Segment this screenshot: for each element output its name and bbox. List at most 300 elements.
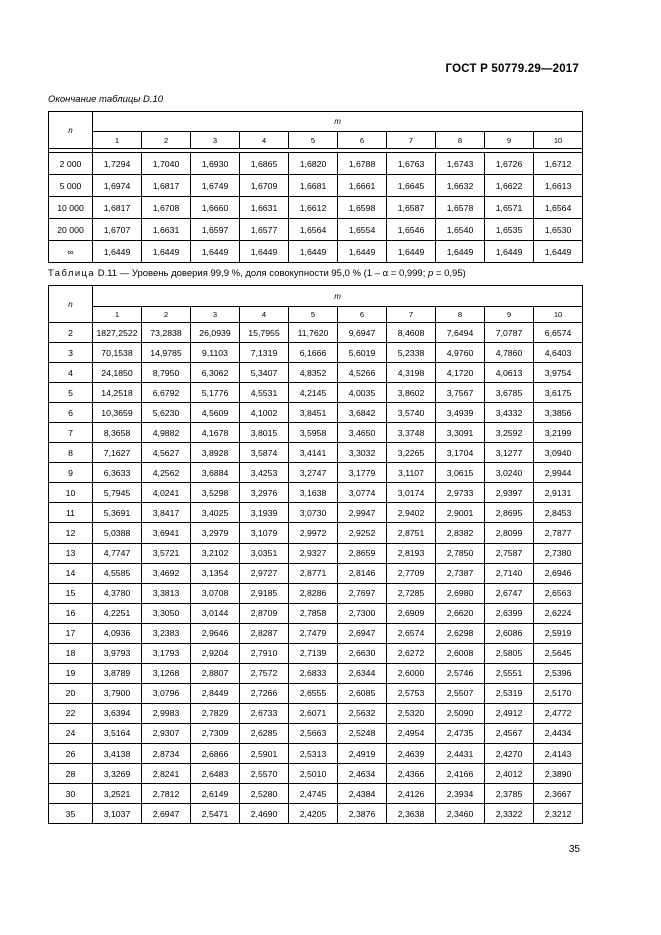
value-cell: 1,6540 [436,219,485,241]
table-row [49,153,583,175]
value-cell: 2,8695 [485,503,534,523]
table-row [49,219,583,241]
value-cell: 2,7829 [191,703,240,723]
table-d11 [48,285,583,824]
row-n-cell: 2 [49,323,93,343]
value-cell: 3,6842 [338,403,387,423]
value-cell: 3,0144 [191,603,240,623]
value-cell: 2,7587 [485,543,534,563]
value-cell: 1,6564 [534,197,583,219]
value-cell: 11,7620 [289,323,338,343]
value-cell: 1,6743 [436,153,485,175]
value-cell: 2,3890 [534,764,583,784]
value-cell: 2,8807 [191,663,240,683]
value-cell: 2,6071 [289,703,338,723]
value-cell: 3,7900 [93,683,142,703]
m-header-cell: 7 [387,307,436,323]
value-cell: 1,6449 [485,241,534,263]
value-cell: 4,3780 [93,583,142,603]
m-header-cell: 8 [436,307,485,323]
value-cell: 1,6709 [240,175,289,197]
value-cell: 3,1079 [240,523,289,543]
value-cell: 3,3032 [338,443,387,463]
value-cell: 2,6866 [191,743,240,763]
value-cell: 2,4431 [436,743,485,763]
table-row [49,543,583,563]
value-cell: 3,0615 [436,463,485,483]
m-header-cell: 9 [485,132,534,149]
value-cell: 3,5958 [289,423,338,443]
value-cell: 1,6708 [142,197,191,219]
row-n-cell: 35 [49,804,93,824]
value-cell: 1,6449 [436,241,485,263]
row-n-cell: 2 000 [49,153,93,175]
value-cell: 4,5609 [191,403,240,423]
value-cell: 8,3658 [93,423,142,443]
value-cell: 2,4772 [534,703,583,723]
value-cell: 3,1037 [93,804,142,824]
value-cell: 2,7877 [534,523,583,543]
row-n-cell: 13 [49,543,93,563]
value-cell: 8,4608 [387,323,436,343]
m-header-cell: 1 [93,307,142,323]
value-cell: 2,6747 [485,583,534,603]
value-cell: 1,6974 [93,175,142,197]
value-cell: 73,2838 [142,323,191,343]
value-cell: 2,4567 [485,723,534,743]
table-row [49,563,583,583]
table-row [49,623,583,643]
value-cell: 2,8286 [289,583,338,603]
value-cell: 2,9252 [338,523,387,543]
table-row [49,804,583,824]
table-row [49,483,583,503]
value-cell: 2,6399 [485,603,534,623]
value-cell: 2,7812 [142,784,191,804]
value-cell: 4,5585 [93,563,142,583]
value-cell: 4,2145 [289,383,338,403]
value-cell: 3,0708 [191,583,240,603]
table-row [49,443,583,463]
value-cell: 1,6712 [534,153,583,175]
value-cell: 1,6622 [485,175,534,197]
value-cell: 2,7380 [534,543,583,563]
value-cell: 7,1627 [93,443,142,463]
value-cell: 3,5164 [93,723,142,743]
value-cell: 2,3785 [485,784,534,804]
value-cell: 2,7285 [387,583,436,603]
value-cell: 3,0174 [387,483,436,503]
value-cell: 1,6632 [436,175,485,197]
value-cell: 2,5753 [387,683,436,703]
value-cell: 1,6554 [338,219,387,241]
value-cell: 2,8659 [338,543,387,563]
table-row [49,383,583,403]
table-row [49,784,583,804]
value-cell: 2,9733 [436,483,485,503]
value-cell: 2,4912 [485,703,534,723]
value-cell: 1,6530 [534,219,583,241]
value-cell: 2,7697 [338,583,387,603]
m-header-cell: 5 [289,307,338,323]
row-n-cell: 22 [49,703,93,723]
value-cell: 6,6792 [142,383,191,403]
page-number: 35 [568,844,580,855]
value-cell: 3,2521 [93,784,142,804]
value-cell: 4,5627 [142,443,191,463]
value-cell: 2,6947 [142,804,191,824]
value-cell: 3,1354 [191,563,240,583]
row-n-cell: 11 [49,503,93,523]
value-cell: 2,9983 [142,703,191,723]
value-cell: 2,7300 [338,603,387,623]
row-n-cell: 4 [49,363,93,383]
value-cell: 3,0730 [289,503,338,523]
value-cell: 2,5319 [485,683,534,703]
column-header-m: m [93,286,583,307]
value-cell: 1,6681 [289,175,338,197]
value-cell: 2,8449 [191,683,240,703]
value-cell: 3,0796 [142,683,191,703]
value-cell: 2,7479 [289,623,338,643]
value-cell: 24,1850 [93,363,142,383]
table-d10-end [48,111,583,263]
value-cell: 2,7910 [240,643,289,663]
value-cell: 2,8734 [142,743,191,763]
value-cell: 2,9185 [240,583,289,603]
value-cell: 2,7572 [240,663,289,683]
value-cell: 4,0613 [485,363,534,383]
row-n-cell: 26 [49,743,93,763]
value-cell: 3,9793 [93,643,142,663]
value-cell: 70,1538 [93,343,142,363]
m-header-cell: 4 [240,307,289,323]
value-cell: 1,6613 [534,175,583,197]
value-cell: 2,4690 [240,804,289,824]
caption-text: D.11 — Уровень доверия 99,9 %, доля совокупности 95,0 % (1 – α = 0,999; [97,268,428,279]
value-cell: 2,9944 [534,463,583,483]
value-cell: 2,3667 [534,784,583,804]
value-cell: 2,3638 [387,804,436,824]
value-cell: 8,7950 [142,363,191,383]
value-cell: 2,5170 [534,683,583,703]
value-cell: 3,1793 [142,643,191,663]
value-cell: 3,1779 [338,463,387,483]
row-n-cell: 15 [49,583,93,603]
value-cell: 2,8751 [387,523,436,543]
value-cell: 2,9131 [534,483,583,503]
value-cell: 3,6175 [534,383,583,403]
table-row [49,683,583,703]
value-cell: 3,8928 [191,443,240,463]
value-cell: 3,4939 [436,403,485,423]
value-cell: 3,4253 [240,463,289,483]
value-cell: 3,2383 [142,623,191,643]
column-header-n: n [49,286,93,323]
m-header-cell: 9 [485,307,534,323]
value-cell: 3,1277 [485,443,534,463]
value-cell: 2,6909 [387,603,436,623]
value-cell: 3,8015 [240,423,289,443]
value-cell: 1,6449 [534,241,583,263]
value-cell: 2,7309 [191,723,240,743]
m-header-cell: 1 [93,132,142,149]
value-cell: 1,6449 [387,241,436,263]
value-cell: 2,3460 [436,804,485,824]
value-cell: 1,6820 [289,153,338,175]
value-cell: 3,0240 [485,463,534,483]
row-n-cell: 9 [49,463,93,483]
value-cell: 3,0940 [534,443,583,463]
value-cell: 3,4025 [191,503,240,523]
value-cell: 1,6707 [93,219,142,241]
value-cell: 2,9727 [240,563,289,583]
value-cell: 2,6630 [338,643,387,663]
value-cell: 4,1678 [191,423,240,443]
row-n-cell: 10 000 [49,197,93,219]
value-cell: 1,6726 [485,153,534,175]
value-cell: 3,2265 [387,443,436,463]
value-cell: 2,4366 [387,764,436,784]
value-cell: 2,9307 [142,723,191,743]
value-cell: 3,5298 [191,483,240,503]
m-header-cell: 4 [240,132,289,149]
value-cell: 2,4745 [289,784,338,804]
table-row [49,503,583,523]
value-cell: 2,7850 [436,543,485,563]
value-cell: 1,6631 [142,219,191,241]
value-cell: 2,5805 [485,643,534,663]
value-cell: 4,8352 [289,363,338,383]
value-cell: 1,6449 [289,241,338,263]
value-cell: 3,8417 [142,503,191,523]
row-n-cell: ∞ [49,241,93,263]
value-cell: 2,4954 [387,723,436,743]
value-cell: 1,6597 [191,219,240,241]
value-cell: 2,8099 [485,523,534,543]
value-cell: 3,3269 [93,764,142,784]
row-n-cell: 3 [49,343,93,363]
value-cell: 3,8451 [289,403,338,423]
value-cell: 4,7860 [485,343,534,363]
table-d11-caption [48,268,466,279]
value-cell: 1,6535 [485,219,534,241]
value-cell: 2,6298 [436,623,485,643]
value-cell: 1,6578 [436,197,485,219]
caption-prefix: Таблица [48,268,96,279]
value-cell: 2,6085 [338,683,387,703]
value-cell: 1,6449 [142,241,191,263]
m-header-cell: 2 [142,132,191,149]
value-cell: 2,6086 [485,623,534,643]
row-n-cell: 14 [49,563,93,583]
value-cell: 3,6941 [142,523,191,543]
value-cell: 2,6000 [387,663,436,683]
value-cell: 2,8146 [338,563,387,583]
value-cell: 3,2102 [191,543,240,563]
value-cell: 3,4141 [289,443,338,463]
value-cell: 2,3322 [485,804,534,824]
value-cell: 1,6645 [387,175,436,197]
value-cell: 1,7294 [93,153,142,175]
value-cell: 2,5248 [338,723,387,743]
value-cell: 4,5266 [338,363,387,383]
value-cell: 3,3091 [436,423,485,443]
value-cell: 2,9327 [289,543,338,563]
value-cell: 3,5721 [142,543,191,563]
table-row [49,343,583,363]
value-cell: 2,7139 [289,643,338,663]
table-row [49,764,583,784]
value-cell: 7,0787 [485,323,534,343]
row-n-cell: 7 [49,423,93,443]
value-cell: 2,6224 [534,603,583,623]
m-header-cell: 2 [142,307,191,323]
value-cell: 4,2562 [142,463,191,483]
value-cell: 3,5740 [387,403,436,423]
value-cell: 3,4332 [485,403,534,423]
value-cell: 2,7858 [289,603,338,623]
table-row [49,603,583,623]
row-n-cell: 12 [49,523,93,543]
value-cell: 2,4735 [436,723,485,743]
value-cell: 4,9882 [142,423,191,443]
value-cell: 3,6884 [191,463,240,483]
value-cell: 2,6344 [338,663,387,683]
value-cell: 2,5663 [289,723,338,743]
value-cell: 1,6598 [338,197,387,219]
value-cell: 4,0035 [338,383,387,403]
value-cell: 2,9402 [387,503,436,523]
value-cell: 1,6449 [338,241,387,263]
table-row [49,423,583,443]
value-cell: 3,2976 [240,483,289,503]
value-cell: 1,6587 [387,197,436,219]
m-header-row [49,132,583,149]
value-cell: 2,6272 [387,643,436,663]
value-cell: 1,6930 [191,153,240,175]
m-header-cell: 7 [387,132,436,149]
value-cell: 3,1107 [387,463,436,483]
value-cell: 2,5320 [387,703,436,723]
value-cell: 3,2747 [289,463,338,483]
value-cell: 1827,2522 [93,323,142,343]
value-cell: 4,2251 [93,603,142,623]
value-cell: 2,4634 [338,764,387,784]
value-cell: 3,1638 [289,483,338,503]
table-row [49,363,583,383]
value-cell: 4,1002 [240,403,289,423]
value-cell: 2,4639 [387,743,436,763]
m-header-cell: 10 [534,132,583,149]
value-cell: 2,6008 [436,643,485,663]
table-d10-caption: Окончание таблицы D.10 [48,94,164,105]
value-cell: 3,1704 [436,443,485,463]
table-row [49,197,583,219]
value-cell: 1,6660 [191,197,240,219]
row-n-cell: 20 [49,683,93,703]
table-row [49,175,583,197]
value-cell: 1,6817 [93,197,142,219]
value-cell: 2,9972 [289,523,338,543]
value-cell: 2,5010 [289,764,338,784]
value-cell: 2,9397 [485,483,534,503]
value-cell: 3,7567 [436,383,485,403]
value-cell: 3,9754 [534,363,583,383]
value-cell: 4,1720 [436,363,485,383]
row-n-cell: 8 [49,443,93,463]
value-cell: 2,6483 [191,764,240,784]
value-cell: 6,3633 [93,463,142,483]
value-cell: 4,6403 [534,343,583,363]
document-header: ГОСТ Р 50779.29—2017 [445,63,579,75]
table-row [49,523,583,543]
value-cell: 1,6571 [485,197,534,219]
value-cell: 2,9001 [436,503,485,523]
value-cell: 1,6788 [338,153,387,175]
value-cell: 3,3748 [387,423,436,443]
table-row [49,463,583,483]
value-cell: 5,3691 [93,503,142,523]
value-cell: 2,5645 [534,643,583,663]
value-cell: 3,6785 [485,383,534,403]
column-header-n: n [49,112,93,149]
value-cell: 5,1776 [191,383,240,403]
value-cell: 1,6631 [240,197,289,219]
table-row [49,743,583,763]
value-cell: 2,9204 [191,643,240,663]
m-header-cell: 3 [191,307,240,323]
value-cell: 2,7140 [485,563,534,583]
value-cell: 4,7747 [93,543,142,563]
value-cell: 2,6149 [191,784,240,804]
value-cell: 2,8382 [436,523,485,543]
value-cell: 2,8771 [289,563,338,583]
value-cell: 2,6285 [240,723,289,743]
m-header-cell: 8 [436,132,485,149]
value-cell: 3,2592 [485,423,534,443]
value-cell: 2,8241 [142,764,191,784]
table-row [49,583,583,603]
value-cell: 3,3050 [142,603,191,623]
value-cell: 2,5471 [191,804,240,824]
value-cell: 2,6555 [289,683,338,703]
m-header-cell: 6 [338,132,387,149]
value-cell: 4,0241 [142,483,191,503]
row-n-cell: 19 [49,663,93,683]
value-cell: 2,5507 [436,683,485,703]
value-cell: 3,0351 [240,543,289,563]
row-n-cell: 24 [49,723,93,743]
value-cell: 2,4205 [289,804,338,824]
value-cell: 9,1103 [191,343,240,363]
table-row [49,403,583,423]
value-cell: 2,9646 [191,623,240,643]
row-n-cell: 28 [49,764,93,784]
value-cell: 2,4919 [338,743,387,763]
value-cell: 3,8602 [387,383,436,403]
caption-p: p [428,268,434,279]
value-cell: 2,5919 [534,623,583,643]
value-cell: 1,6865 [240,153,289,175]
row-n-cell: 17 [49,623,93,643]
m-header-cell: 6 [338,307,387,323]
value-cell: 1,6449 [191,241,240,263]
value-cell: 2,6946 [534,563,583,583]
value-cell: 9,6947 [338,323,387,343]
value-cell: 2,6574 [387,623,436,643]
value-cell: 3,5874 [240,443,289,463]
